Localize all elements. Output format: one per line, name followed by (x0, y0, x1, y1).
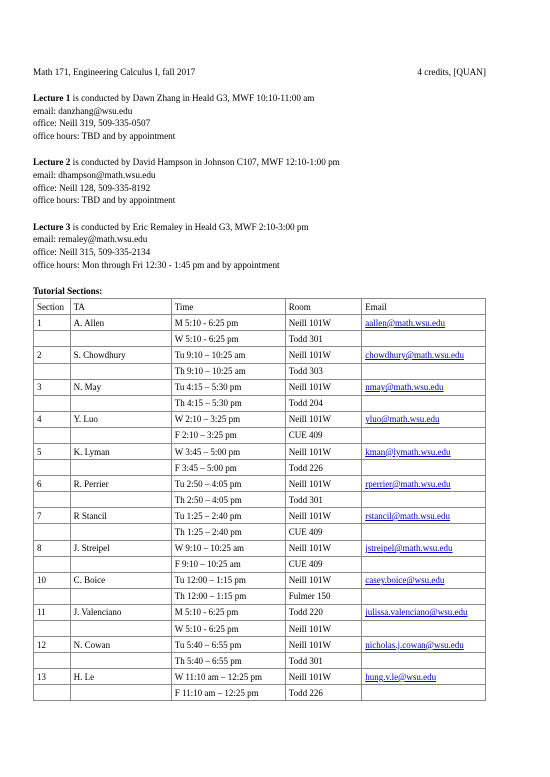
table-header-row (34, 299, 486, 315)
cell-ta: J. Streipel (70, 540, 171, 556)
table-row (34, 685, 486, 701)
cell-section (34, 331, 71, 347)
cell-email (362, 588, 486, 604)
cell-ta (70, 685, 171, 701)
cell-email (362, 540, 486, 556)
lecture-title (33, 92, 486, 105)
table-row (34, 669, 486, 685)
cell-room: Todd 204 (285, 395, 361, 411)
email-link[interactable]: chowdhury@math.wsu.edu (365, 349, 464, 360)
cell-section (34, 460, 71, 476)
email-link[interactable]: hung.v.le@wsu.edu (365, 671, 437, 682)
cell-time: Th 2:50 – 4:05 pm (171, 492, 285, 508)
cell-ta (70, 331, 171, 347)
cell-time: Tu 5:40 – 6:55 pm (171, 637, 285, 653)
cell-section: 11 (34, 604, 71, 620)
cell-ta (70, 524, 171, 540)
table-row (34, 604, 486, 620)
cell-email (362, 443, 486, 459)
cell-email (362, 460, 486, 476)
cell-ta: H. Le (70, 669, 171, 685)
cell-section (34, 492, 71, 508)
cell-section: 10 (34, 572, 71, 588)
cell-email (362, 379, 486, 395)
document-page (33, 66, 486, 701)
cell-email (362, 363, 486, 379)
cell-room: Neill 101W (285, 411, 361, 427)
cell-ta: J. Valenciano (70, 604, 171, 620)
lecture-office-hours: office hours: TBD and by appointment (33, 130, 176, 141)
email-link[interactable]: rperrier@math.wsu.edu (365, 478, 451, 489)
cell-ta (70, 621, 171, 637)
cell-room: Neill 101W (285, 540, 361, 556)
cell-section (34, 621, 71, 637)
cell-ta: Y. Luo (70, 411, 171, 427)
cell-email (362, 411, 486, 427)
table-row (34, 331, 486, 347)
cell-room: Neill 101W (285, 443, 361, 459)
cell-email (362, 492, 486, 508)
email-link[interactable]: nicholas.j.cowan@wsu.edu (365, 639, 464, 650)
email-link[interactable]: casey.boice@wsu.edu (365, 575, 445, 586)
cell-time: M 5:10 - 6:25 pm (171, 604, 285, 620)
column-header-ta: TA (70, 299, 171, 315)
cell-time: Th 5:40 – 6:55 pm (171, 653, 285, 669)
cell-room: Todd 220 (285, 604, 361, 620)
cell-room: Neill 101W (285, 572, 361, 588)
cell-time: Tu 2:50 – 4:05 pm (171, 476, 285, 492)
cell-section (34, 556, 71, 572)
cell-email (362, 653, 486, 669)
table-row (34, 315, 486, 331)
table-row (34, 476, 486, 492)
email-link[interactable]: rstancil@math.wsu.edu (365, 510, 450, 521)
lecture-email: email: remaley@math.wsu.edu (33, 234, 148, 245)
email-link[interactable]: aallen@math.wsu.edu (365, 317, 445, 328)
cell-section: 3 (34, 379, 71, 395)
cell-room: Neill 101W (285, 621, 361, 637)
cell-room: Neill 101W (285, 508, 361, 524)
cell-time: Tu 1:25 – 2:40 pm (171, 508, 285, 524)
cell-section: 7 (34, 508, 71, 524)
cell-time: W 5:10 - 6:25 pm (171, 621, 285, 637)
cell-room: Todd 303 (285, 363, 361, 379)
cell-time: Th 9:10 – 10:25 am (171, 363, 285, 379)
table-row (34, 379, 486, 395)
cell-section: 12 (34, 637, 71, 653)
email-link[interactable]: kman@lymath.wsu.edu (365, 446, 451, 457)
cell-ta: A. Allen (70, 315, 171, 331)
table-row (34, 621, 486, 637)
table-row (34, 395, 486, 411)
column-header-section: Section (34, 299, 71, 315)
email-link[interactable]: jstreipel@math.wsu.edu (365, 543, 453, 554)
cell-ta (70, 427, 171, 443)
column-header-time: Time (171, 299, 285, 315)
tutorial-table-body (34, 315, 486, 701)
cell-time: Tu 4:15 – 5:30 pm (171, 379, 285, 395)
cell-room: Todd 226 (285, 460, 361, 476)
cell-ta: R Stancil (70, 508, 171, 524)
cell-ta: K. Lyman (70, 443, 171, 459)
table-row (34, 492, 486, 508)
table-row (34, 540, 486, 556)
cell-ta (70, 588, 171, 604)
table-row (34, 347, 486, 363)
cell-email (362, 637, 486, 653)
cell-time: Tu 9:10 – 10:25 am (171, 347, 285, 363)
cell-email (362, 315, 486, 331)
cell-email (362, 572, 486, 588)
lecture-description: is conducted by Eric Remaley in Heald G3, MWF 2:10-3:00 pm (70, 221, 309, 232)
lecture-office-hours: office hours: TBD and by appointment (33, 195, 176, 206)
cell-ta: R. Perrier (70, 476, 171, 492)
cell-email (362, 685, 486, 701)
table-row (34, 637, 486, 653)
cell-ta (70, 460, 171, 476)
cell-email (362, 508, 486, 524)
cell-time: W 9:10 – 10:25 am (171, 540, 285, 556)
email-link[interactable]: julissa.valenciano@wsu.edu (365, 607, 468, 618)
cell-section (34, 395, 71, 411)
cell-ta: S. Chowdhury (70, 347, 171, 363)
cell-room: Todd 301 (285, 331, 361, 347)
lecture-block (33, 156, 486, 206)
lecture-office-hours: office hours: Mon through Fri 12:30 - 1:45 pm and by appointment (33, 259, 280, 270)
column-header-room: Room (285, 299, 361, 315)
cell-room: CUE 409 (285, 556, 361, 572)
table-row (34, 524, 486, 540)
course-credits: 4 credits, [QUAN] (417, 67, 486, 77)
course-header (33, 66, 486, 78)
column-header-email: Email (362, 299, 486, 315)
cell-time: Th 1:25 – 2:40 pm (171, 524, 285, 540)
cell-section: 5 (34, 443, 71, 459)
cell-room: Neill 101W (285, 315, 361, 331)
cell-time: W 5:10 - 6:25 pm (171, 331, 285, 347)
table-row (34, 572, 486, 588)
cell-time: W 3:45 – 5:00 pm (171, 443, 285, 459)
cell-room: Neill 101W (285, 637, 361, 653)
lecture-office: office: Neill 315, 509-335-2134 (33, 246, 151, 257)
cell-time: F 2:10 – 3:25 pm (171, 427, 285, 443)
table-row (34, 653, 486, 669)
cell-email (362, 524, 486, 540)
cell-ta (70, 653, 171, 669)
cell-email (362, 395, 486, 411)
cell-time: F 3:45 – 5:00 pm (171, 460, 285, 476)
cell-email (362, 331, 486, 347)
cell-email (362, 556, 486, 572)
cell-room: CUE 409 (285, 427, 361, 443)
cell-ta (70, 363, 171, 379)
lecture-block (33, 221, 486, 271)
cell-section (34, 363, 71, 379)
cell-time: M 5:10 - 6:25 pm (171, 315, 285, 331)
cell-time: W 2:10 – 3:25 pm (171, 411, 285, 427)
cell-time: Th 12:00 – 1:15 pm (171, 588, 285, 604)
cell-section: 8 (34, 540, 71, 556)
cell-ta (70, 395, 171, 411)
cell-email (362, 476, 486, 492)
lecture-label: Lecture 3 (33, 221, 71, 232)
cell-room: Todd 301 (285, 492, 361, 508)
cell-section: 1 (34, 315, 71, 331)
cell-room: Todd 301 (285, 653, 361, 669)
lecture-description: is conducted by David Hampson in Johnson C107, MWF 12:10-1:00 pm (70, 157, 340, 168)
lecture-title (33, 221, 486, 234)
cell-room: Neill 101W (285, 347, 361, 363)
cell-time: W 11:10 am – 12:25 pm (171, 669, 285, 685)
cell-room: Neill 101W (285, 476, 361, 492)
tutorial-table (33, 298, 486, 701)
cell-room: CUE 409 (285, 524, 361, 540)
lecture-label: Lecture 1 (33, 93, 71, 103)
cell-section (34, 653, 71, 669)
cell-time: F 11:10 am – 12:25 pm (171, 685, 285, 701)
table-row (34, 460, 486, 476)
lecture-office: office: Neill 319, 509-335-0507 (33, 118, 151, 129)
cell-section (34, 685, 71, 701)
cell-section: 2 (34, 347, 71, 363)
cell-section: 6 (34, 476, 71, 492)
table-row (34, 443, 486, 459)
cell-email (362, 604, 486, 620)
lectures-section (33, 92, 486, 271)
cell-ta: C. Boice (70, 572, 171, 588)
lecture-label: Lecture 2 (33, 157, 71, 168)
cell-room: Todd 226 (285, 685, 361, 701)
lecture-title (33, 156, 486, 169)
cell-section (34, 524, 71, 540)
cell-time: F 9:10 – 10:25 am (171, 556, 285, 572)
lecture-email: email: danzhang@wsu.edu (33, 105, 133, 116)
cell-email (362, 621, 486, 637)
cell-time: Th 4:15 – 5:30 pm (171, 395, 285, 411)
cell-email (362, 347, 486, 363)
cell-room: Fulmer 150 (285, 588, 361, 604)
cell-section (34, 588, 71, 604)
lecture-email: email: dhampson@math.wsu.edu (33, 169, 156, 180)
cell-section: 4 (34, 411, 71, 427)
cell-time: Tu 12:00 – 1:15 pm (171, 572, 285, 588)
table-row (34, 427, 486, 443)
cell-room: Neill 101W (285, 379, 361, 395)
lecture-block (33, 92, 486, 142)
cell-ta (70, 492, 171, 508)
tutorial-heading: Tutorial Sections: (33, 286, 103, 297)
table-row (34, 588, 486, 604)
cell-ta: N. May (70, 379, 171, 395)
table-row (34, 556, 486, 572)
email-link[interactable]: nmay@math.wsu.edu (365, 382, 444, 393)
table-row (34, 363, 486, 379)
email-link[interactable]: yluo@math.wsu.edu (365, 414, 440, 425)
cell-room: Neill 101W (285, 669, 361, 685)
table-row (34, 411, 486, 427)
cell-email (362, 427, 486, 443)
cell-ta (70, 556, 171, 572)
cell-email (362, 669, 486, 685)
cell-ta: N. Cowan (70, 637, 171, 653)
cell-section (34, 427, 71, 443)
table-row (34, 508, 486, 524)
course-title: Math 171, Engineering Calculus I, fall 2017 (33, 67, 196, 77)
lecture-description: is conducted by Dawn Zhang in Heald G3, MWF 10:10-11:00 am (70, 93, 315, 103)
lecture-office: office: Neill 128, 509-335-8192 (33, 182, 151, 193)
cell-section: 13 (34, 669, 71, 685)
